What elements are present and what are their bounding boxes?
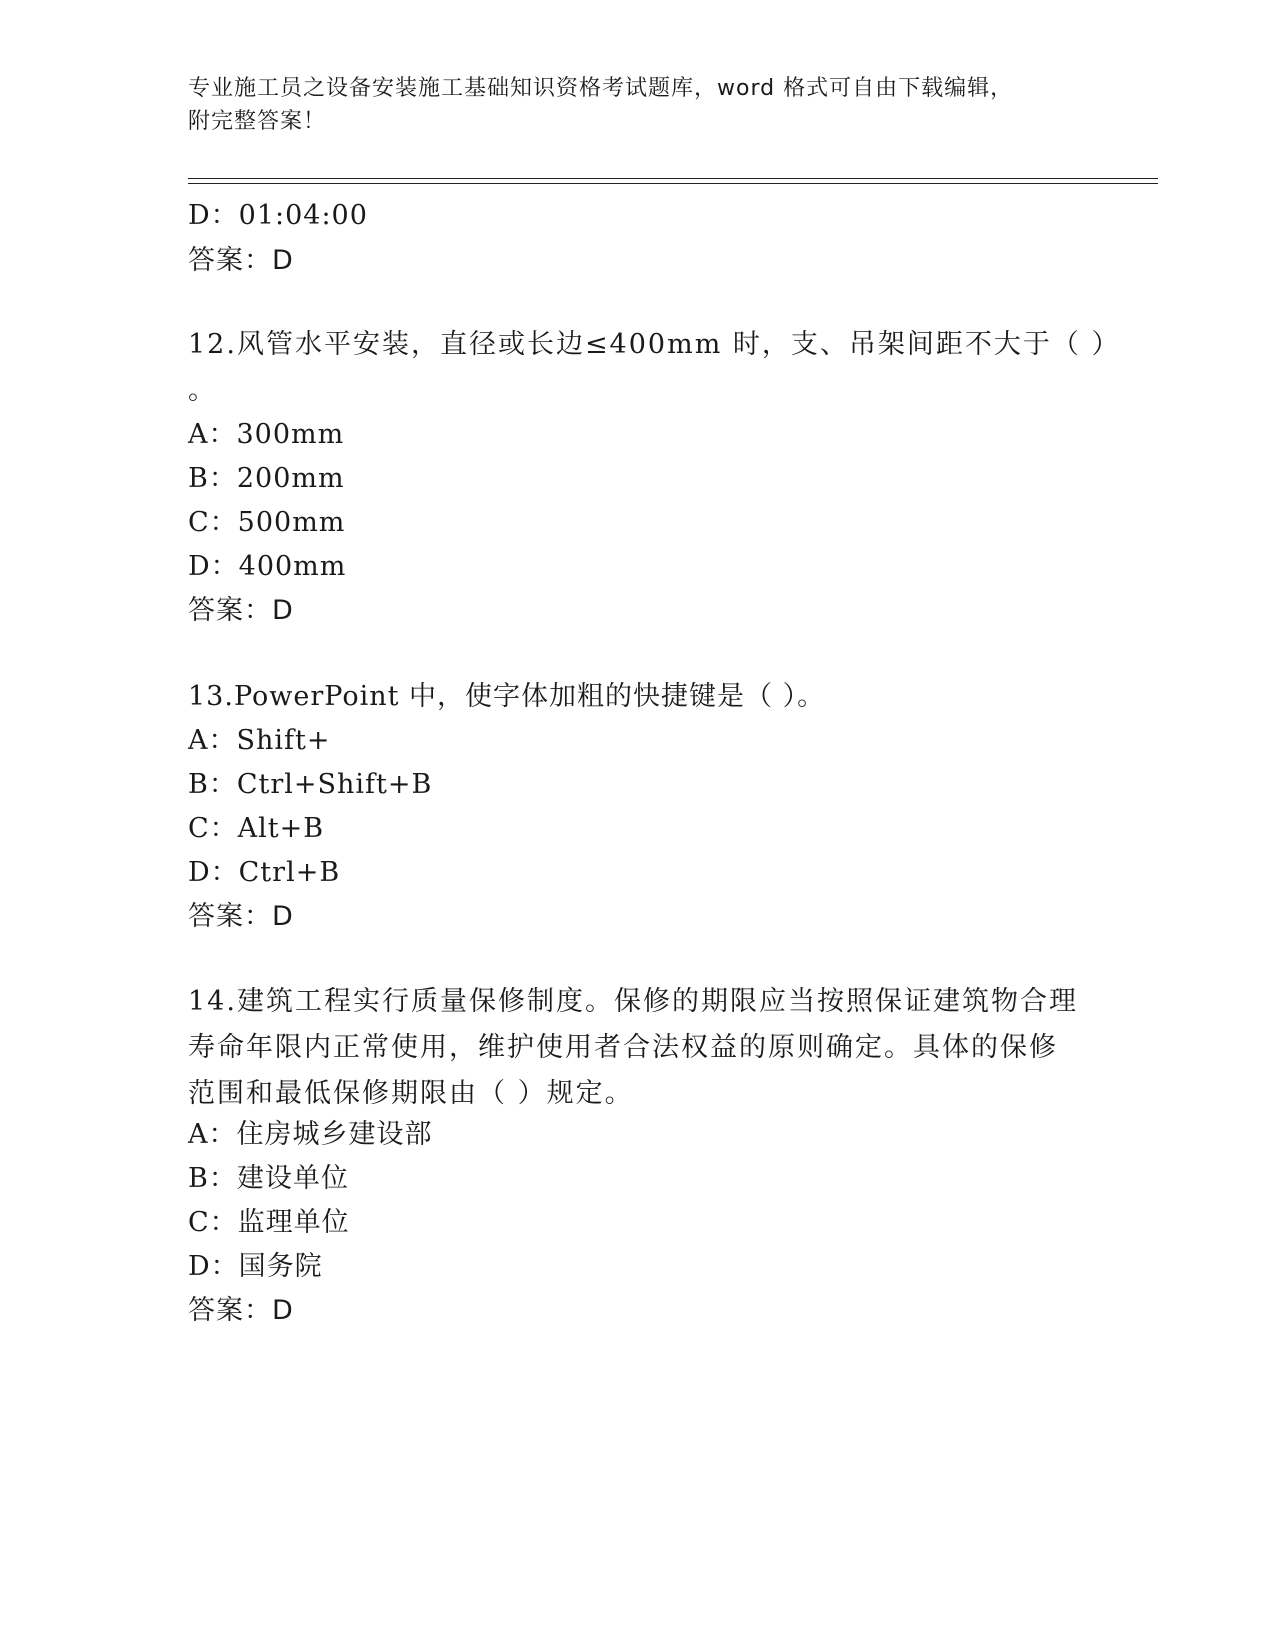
q12-option-d: D：400mm (188, 551, 347, 582)
q13-answer: 答案：D (188, 901, 294, 932)
header-divider-top (188, 178, 1158, 179)
q12-stem-line-2: 。 (188, 375, 217, 406)
q13-option-b: B：Ctrl+Shift+B (188, 769, 433, 800)
q14-answer: 答案：D (188, 1295, 294, 1326)
q12-option-c: C：500mm (188, 507, 346, 538)
header-line-1: 专业施工员之设备安装施工基础知识资格考试题库，word 格式可自由下载编辑， (188, 76, 1014, 101)
q14-stem (188, 979, 1088, 1117)
q14-option-c: C：监理单位 (188, 1207, 350, 1238)
document-header (188, 72, 1088, 138)
q14-option-a: A：住房城乡建设部 (188, 1119, 433, 1150)
header-divider-bottom (188, 183, 1158, 184)
q14-option-b: B：建设单位 (188, 1163, 349, 1194)
q11-answer: 答案：D (188, 245, 294, 276)
q14-option-d: D：国务院 (188, 1251, 323, 1282)
q14-stem-line-2: 寿命年限内正常使用，维护使用者合法权益的原则确定。具体的保修 (188, 1032, 1058, 1063)
q11-option-d: D：01:04:00 (188, 200, 368, 231)
q13-option-a: A：Shift+ (188, 725, 331, 756)
q13-option-c: C：Alt+B (188, 813, 325, 844)
q12-stem (188, 322, 1121, 414)
header-line-2: 附完整答案！ (188, 109, 327, 134)
q12-stem-line-1: 12.风管水平安装，直径或长边≤400mm 时，支、吊架间距不大于（ ） (188, 329, 1121, 360)
q12-option-b: B：200mm (188, 463, 345, 494)
q14-stem-line-1: 14.建筑工程实行质量保修制度。保修的期限应当按照保证建筑物合理 (188, 986, 1078, 1017)
q13-stem: 13.PowerPoint 中，使字体加粗的快捷键是（ ）。 (188, 681, 826, 712)
q12-option-a: A：300mm (188, 419, 345, 450)
q13-option-d: D：Ctrl+B (188, 857, 341, 888)
q12-answer: 答案：D (188, 595, 294, 626)
q14-stem-line-3: 范围和最低保修期限由（ ）规定。 (188, 1078, 634, 1109)
